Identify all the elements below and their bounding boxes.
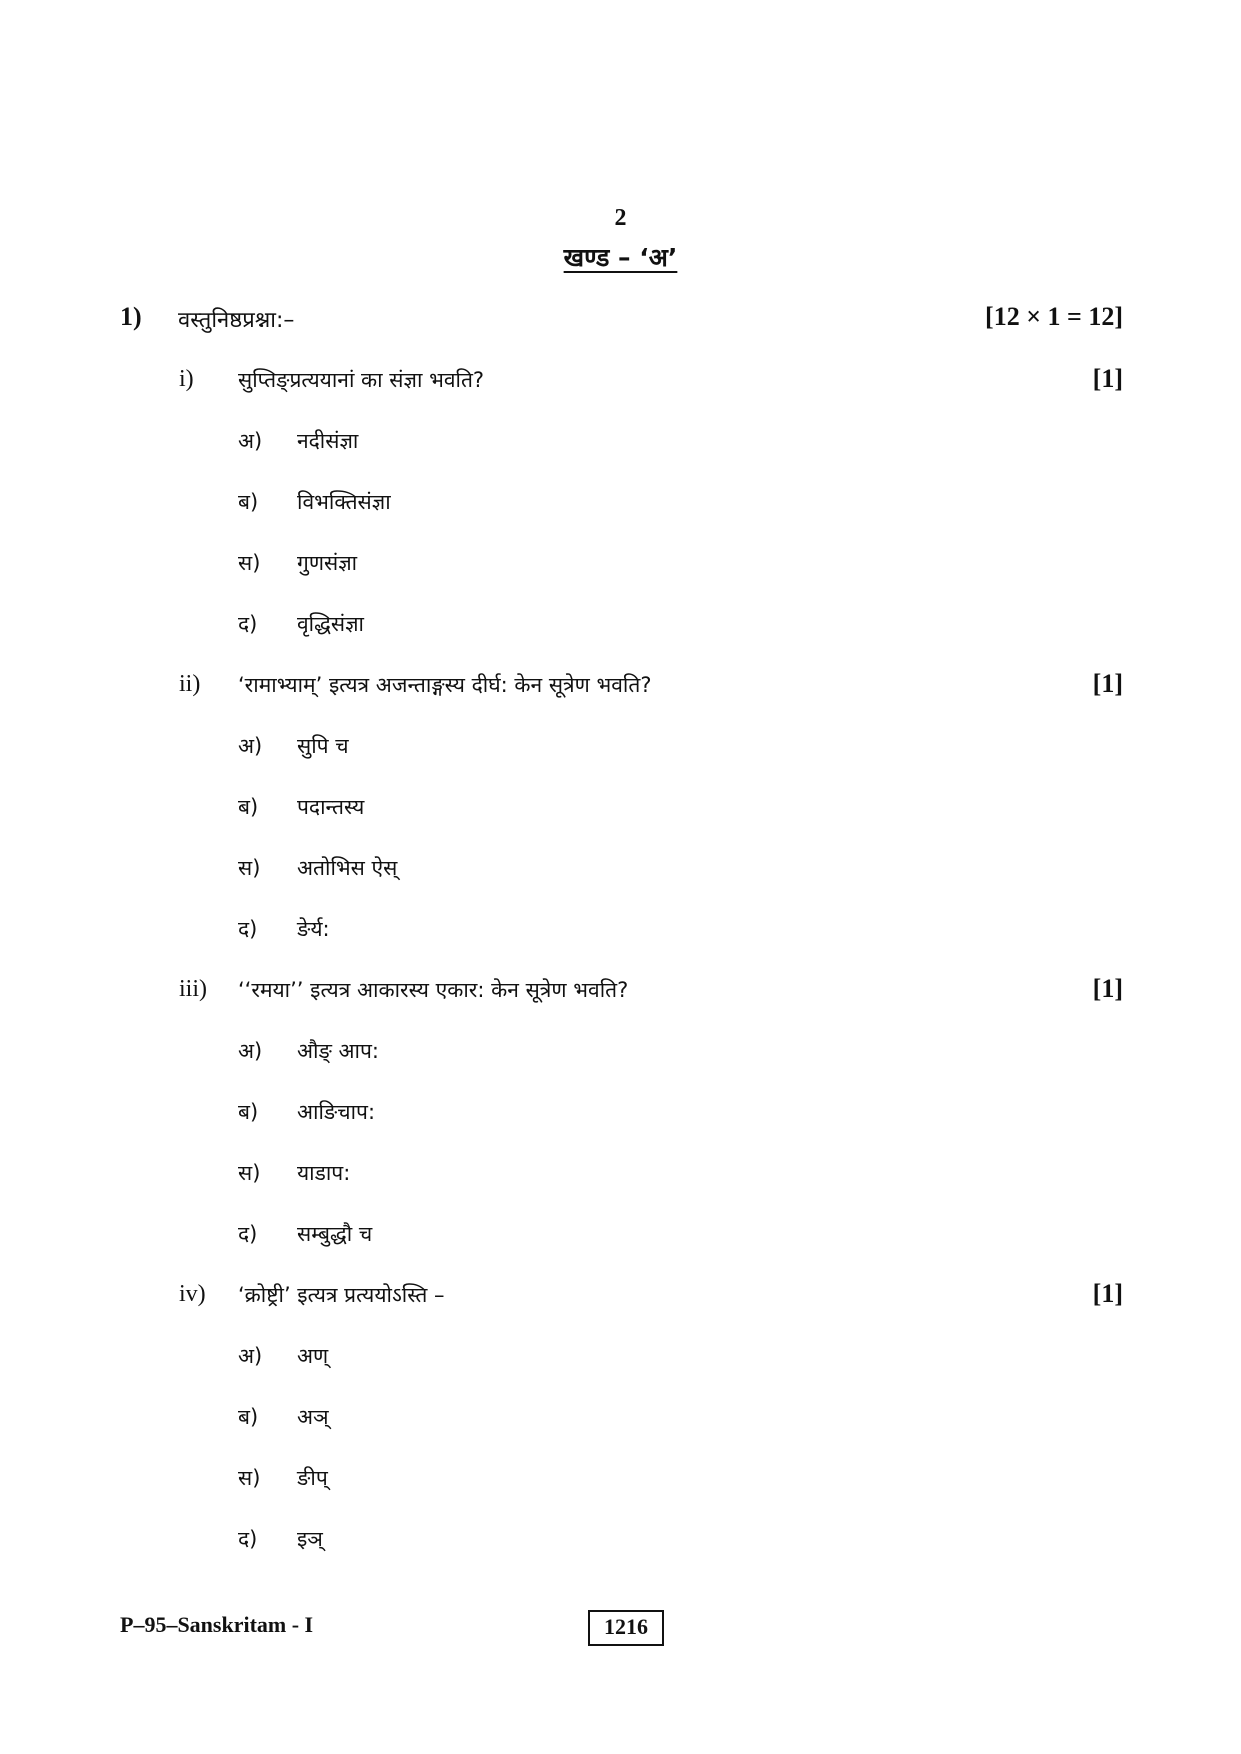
- subquestion-label: iii): [179, 976, 207, 1002]
- option-text: गुणसंज्ञा: [297, 551, 358, 575]
- question-number: 1): [120, 302, 142, 331]
- option-label: स): [238, 551, 261, 575]
- option-label: अ): [238, 734, 263, 758]
- subquestion-text: ‘क्रोष्ट्री’ इत्यत्र प्रत्ययोऽस्ति –: [238, 1283, 445, 1307]
- subquestion-label: ii): [179, 671, 201, 697]
- option-label: द): [238, 1222, 258, 1246]
- option-label: स): [238, 1161, 261, 1185]
- option-text: अण्: [297, 1344, 329, 1368]
- subquestion-text: ‘रामाभ्याम्’ इत्यत्र अजन्ताङ्गस्य दीर्घ: केन सूत्रेण भवति?: [238, 673, 652, 697]
- subquestion-marks: [1]: [1092, 974, 1123, 1003]
- option-label: स): [238, 856, 261, 880]
- page-number: 2: [614, 205, 627, 231]
- option-label: ब): [238, 1405, 259, 1429]
- option-label: ब): [238, 490, 259, 514]
- option-text: इञ्: [297, 1527, 323, 1551]
- serial-number-box: 1216: [588, 1610, 664, 1646]
- subquestion-marks: [1]: [1092, 669, 1123, 698]
- option-text: अञ्: [297, 1405, 329, 1429]
- option-label: अ): [238, 1039, 263, 1063]
- subquestion-text: ‘‘रमया’’ इत्यत्र आकारस्य एकार: केन सूत्रेण भवति?: [238, 978, 629, 1002]
- option-label: द): [238, 917, 258, 941]
- option-text: वृद्धिसंज्ञा: [297, 612, 364, 636]
- option-text: नदीसंज्ञा: [297, 429, 359, 453]
- option-text: ङेर्य:: [297, 917, 330, 941]
- option-label: ब): [238, 795, 259, 819]
- section-heading: खण्ड – ‘अ’: [563, 243, 678, 272]
- subquestion-marks: [1]: [1092, 1279, 1123, 1308]
- option-text: याडाप:: [297, 1161, 351, 1185]
- option-label: द): [238, 612, 258, 636]
- option-text: अतोभिस ऐस्: [297, 856, 398, 880]
- option-label: स): [238, 1466, 261, 1490]
- option-label: ब): [238, 1100, 259, 1124]
- option-text: पदान्तस्य: [297, 795, 365, 819]
- subquestion-text: सुप्तिङ्प्रत्ययानां का संज्ञा भवति?: [238, 368, 485, 392]
- option-text: औङ् आप:: [297, 1039, 380, 1063]
- paper-code: P–95–Sanskritam - I: [120, 1612, 314, 1637]
- option-text: आङिचाप:: [297, 1100, 376, 1124]
- option-text: सम्बुद्धौ च: [297, 1222, 373, 1246]
- option-label: अ): [238, 429, 263, 453]
- option-label: द): [238, 1527, 258, 1551]
- question-marks: [12 × 1 = 12]: [985, 302, 1123, 331]
- subquestion-marks: [1]: [1092, 364, 1123, 393]
- subquestion-label: i): [179, 366, 194, 392]
- option-text: ङीप्: [297, 1466, 328, 1490]
- option-label: अ): [238, 1344, 263, 1368]
- option-text: विभक्तिसंज्ञा: [297, 490, 391, 514]
- subquestion-label: iv): [179, 1281, 206, 1307]
- option-text: सुपि च: [297, 734, 349, 758]
- question-title: वस्तुनिष्ठप्रश्ना:–: [178, 308, 295, 333]
